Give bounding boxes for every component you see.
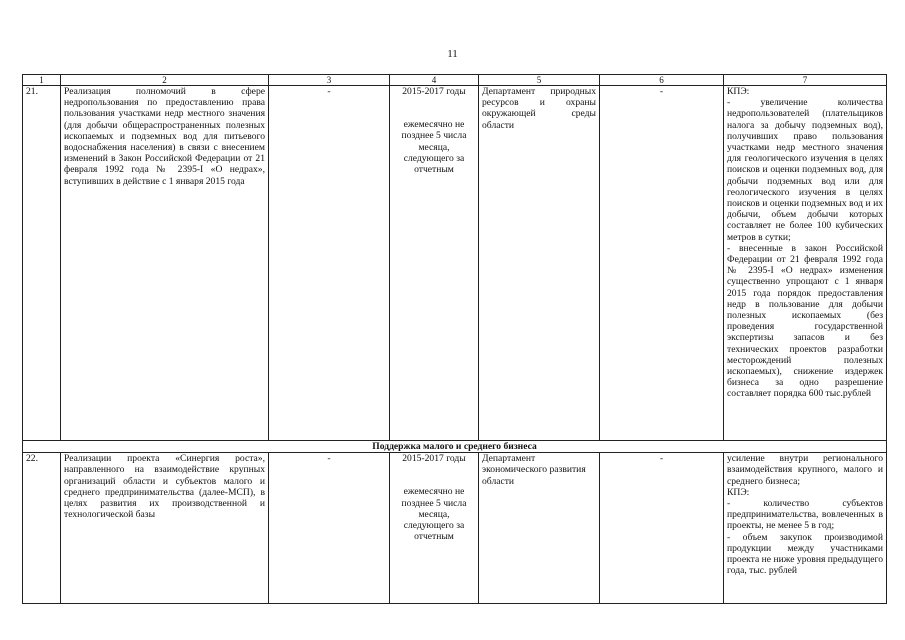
col3-value: - (269, 453, 390, 604)
executor: Департамент экономического развития области (479, 453, 600, 604)
deadline-text: ежемесячно не позднее 5 числа месяца, следующего за отчетным (401, 119, 467, 176)
col6-value: - (600, 86, 724, 441)
table-row (23, 453, 887, 604)
result-cell (724, 86, 887, 441)
section-row (23, 441, 887, 453)
result-item: - объем закупок производимой продукции между участниками проекта не ниже уровня предыдущего года, тыс. рублей (727, 531, 883, 577)
period-text: 2015-2017 годы (402, 86, 466, 97)
kpe-label: КПЭ: (727, 486, 750, 498)
result-intro: усиление внутри регионального взаимодействия крупного, малого и среднего бизнеса; (727, 453, 883, 487)
result-cell (724, 453, 887, 604)
measure-description: Реализации проекта «Синергия роста», направленного на взаимодействие крупных организаций области и субъектов малого и среднего предпринимательства (далее-МСП), в целях развития их производственной и технологической базы (61, 453, 269, 604)
deadline-text: ежемесячно не позднее 5 числа месяца, следующего за отчетным (401, 486, 467, 543)
page-number: 11 (447, 48, 458, 60)
column-header: 4 (390, 75, 479, 86)
result-item: - количество субъектов предпринимательства, вовлеченных в проекты, не менее 5 в год; (727, 498, 883, 532)
column-header: 1 (23, 75, 61, 86)
column-header: 7 (724, 75, 887, 86)
period-cell (390, 86, 479, 441)
result-item: - увеличение количества недропользователей (плательщиков налога за добычу подземных вод), получивших право пользования участками недр местного значения для геологического изучения в целях поисков и оценки подземных вод, для добычи подземных вод или для геологического изучения в целях поисков и оценки подземных вод и их добычи, объем добычи которых составляет не более 100 кубических метров в сутки; (727, 97, 883, 243)
period-text: 2015-2017 годы (402, 453, 466, 465)
col3-value: - (269, 86, 390, 441)
column-header: 6 (600, 75, 724, 86)
result-item: - внесенные в закон Российской Федерации от 21 февраля 1992 года № 2395-I «О недрах» изменения существенно упрощают с 1 января 2015 года порядок предоставления недр в пользование для добычи полезных ископаемых (без проведения государственной экспертизы запасов и без технических проектов разработки месторождений полезных ископаемых), снижение издержек бизнеса за одно разрешение составляет порядка 600 тыс.рублей (727, 242, 883, 400)
column-header: 2 (61, 75, 269, 86)
column-header: 3 (269, 75, 390, 86)
measure-description: Реализация полномочий в сфере недропользования по предоставлению права пользования участками недр местного значения (для добычи общераспространенных полезных ископаемых и подземных вод для питьевого водоснабжения населения) в связи с внесением изменений в Закон Российской Федерации от 21 февраля 1992 года № 2395-I «О недрах», вступивших в действие с 1 января 2015 года (61, 86, 269, 441)
col6-value: - (600, 453, 724, 604)
row-number: 21. (23, 86, 61, 441)
executor: Департамент природных ресурсов и охраны окружающей среды области (479, 86, 600, 441)
column-header: 5 (479, 75, 600, 86)
row-number: 22. (23, 453, 61, 604)
kpe-label: КПЭ: (727, 86, 750, 97)
period-cell (390, 453, 479, 604)
section-title: Поддержка малого и среднего бизнеса (23, 441, 887, 453)
table-row (23, 86, 887, 441)
table-header-row (23, 75, 887, 86)
measures-table (22, 74, 887, 604)
